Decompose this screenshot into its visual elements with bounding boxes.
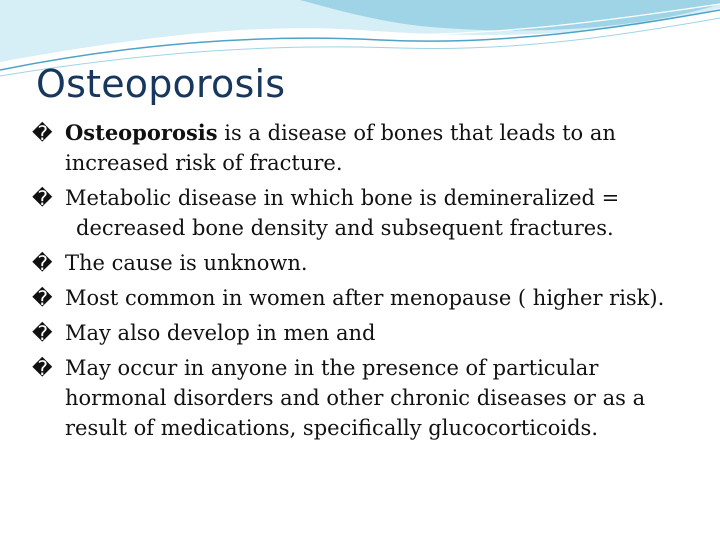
bullet-marker-icon: � (32, 186, 53, 210)
bullet-item (32, 283, 692, 313)
bullet-item (32, 353, 692, 443)
bullet-list (32, 118, 692, 448)
bullet-text: Metabolic disease in which bone is demineralized = (65, 186, 620, 210)
bullet-text: Most common in women after menopause ( higher risk). (65, 286, 665, 310)
bullet-item (32, 318, 692, 348)
bullet-text: May also develop in men and (65, 321, 376, 345)
bullet-text: May occur in anyone in the presence of particular hormonal disorders and other chronic diseases or as a result of medications, specifically glucocorticoids. (65, 356, 646, 440)
bullet-marker-icon: � (32, 321, 53, 345)
bullet-item (32, 248, 692, 278)
bullet-marker-icon: � (32, 286, 53, 310)
bullet-bold-term: Osteoporosis (65, 120, 218, 145)
bullet-item (32, 118, 692, 178)
bullet-text-continuation: decreased bone density and subsequent fractures. (76, 216, 614, 240)
bullet-item (32, 183, 692, 243)
bullet-text: The cause is unknown. (65, 251, 308, 275)
bullet-text: is a disease of bones that leads to an increased risk of fracture. (65, 121, 616, 175)
bullet-marker-icon: � (32, 251, 53, 275)
bullet-marker-icon: � (32, 121, 53, 145)
bullet-marker-icon: � (32, 356, 53, 380)
slide-title: Osteoporosis (36, 62, 286, 106)
